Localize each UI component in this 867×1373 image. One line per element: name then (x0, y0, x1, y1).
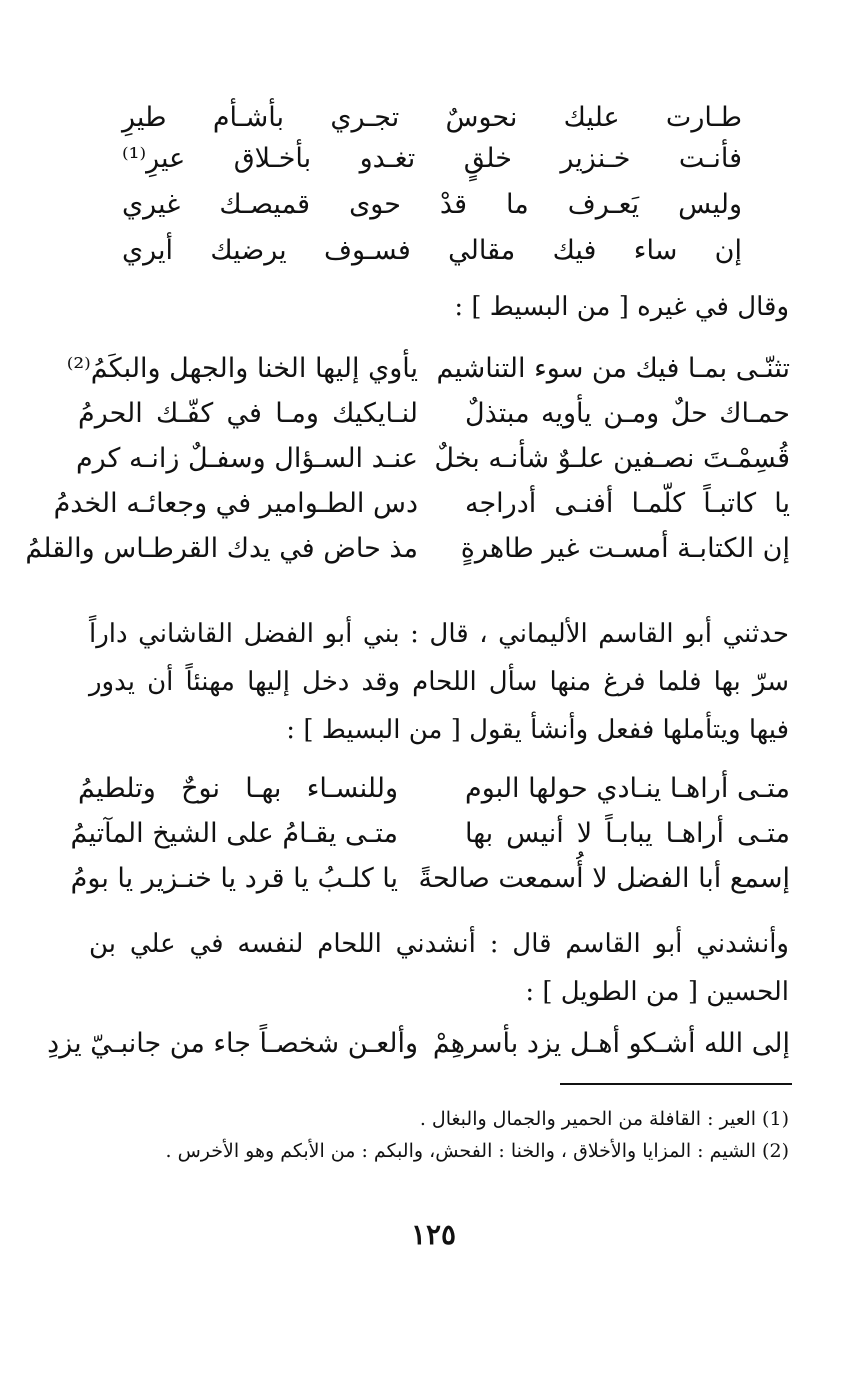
hemistich-first: إلى الله أشـكو أهـل يزد بأسرهِمْ (432, 1028, 790, 1059)
verse-text: إن ساء فيك مقالي فسـوف يرضيك أيري (122, 235, 742, 266)
verse-text: فأنـت خـنزير خلقٍ تغـدو بأخـلاق عيرِ⁽¹⁾ (122, 143, 742, 174)
hemistich-second: يا كلـبُ يا قرد يا خنـزير يا بومُ (70, 863, 398, 894)
hemistich-second: متـى يقـامُ على الشيخ المآتيمُ (70, 818, 398, 849)
verse-line (70, 812, 790, 856)
verse-line (122, 183, 742, 227)
hemistich-second: دس الطـوامير في وجعائـه الخدمُ (53, 488, 418, 519)
hemistich-second: لنـايكيك ومـا في كفّـك الحرمُ (78, 398, 418, 429)
hemistich-second: وللنسـاء بهـا نوحٌ وتلطيمُ (78, 773, 398, 804)
verse-line (122, 137, 742, 181)
page-number: ١٢٥ (410, 1218, 457, 1251)
footnote-divider (560, 1083, 792, 1085)
hemistich-second: وألعـن شخصـاً جاء من جانبـيّ يزدِ (47, 1028, 418, 1059)
verse-line (78, 767, 790, 811)
verse-text: وليس يَعـرف ما قدْ حوى قميصـك غيري (122, 189, 742, 220)
intro-line: وقال في غيره [ من البسيط ] : (454, 292, 789, 322)
hemistich-first: إن الكتابـة أمسـت غير طاهرةٍ (460, 533, 790, 564)
verse-line (25, 527, 790, 571)
footnote-1: (1) العير : القافلة من الحمير والجمال والبغال . (419, 1108, 789, 1130)
hemistich-second: مذ حاض في يدك القرطـاس والقلمُ (25, 533, 418, 564)
verse-line (122, 96, 742, 140)
footnote-2: (2) الشيم : المزايا والأخلاق ، والخنا : الفحش، والبكم : من الأبكم وهو الأخرس . (165, 1140, 789, 1162)
hemistich-first: متـى أراهـا ينـادي حولها البوم (465, 773, 790, 804)
hemistich-second: يأوي إليها الخنا والجهل والبكَمُ⁽²⁾ (66, 353, 418, 384)
prose-paragraph: وأنشدني أبو القاسم قال : أنشدني اللحام لنفسه في علي بن الحسين [ من الطويل ] : (89, 929, 789, 1007)
verse-line (53, 482, 790, 526)
hemistich-first: قُسِمْـتَ نصـفين علـوٌ شأنـه بخلٌ (434, 443, 790, 474)
verse-line (47, 1022, 790, 1066)
verse-line (70, 857, 790, 901)
prose-paragraph: حدثني أبو القاسم الأليماني ، قال : بني أبو الفضل القاشاني داراً سرّ بها فلما فرغ منها سأل اللحام وقد دخل إليها مهنئاً أن يدور فيها ويتأملها ففعل وأنشأ يقول [ من البسيط ] : (89, 619, 789, 745)
verse-line (122, 229, 742, 273)
hemistich-first: تثنّـى بمـا فيك من سوء التناشيم (436, 353, 790, 384)
hemistich-first: حمـاك حلٌ ومـن يأويه مبتذلٌ (465, 398, 790, 429)
verse-line (78, 392, 790, 436)
hemistich-first: يا كاتبـاً كلّمـا أفنـى أدراجه (465, 488, 790, 519)
verse-line (66, 347, 790, 391)
verse-line (75, 437, 790, 481)
hemistich-first: إسمع أبا الفضل لا أُسمعت صالحةً (418, 863, 790, 894)
hemistich-first: متـى أراهـا يبابـاً لا أنيس بها (465, 818, 790, 849)
verse-text: طـارت عليك نحوسٌ تجـري بأشـأم طيرِ (122, 102, 742, 133)
hemistich-second: عنـد السـؤال وسفـلٌ زانـه كرم (75, 443, 418, 474)
